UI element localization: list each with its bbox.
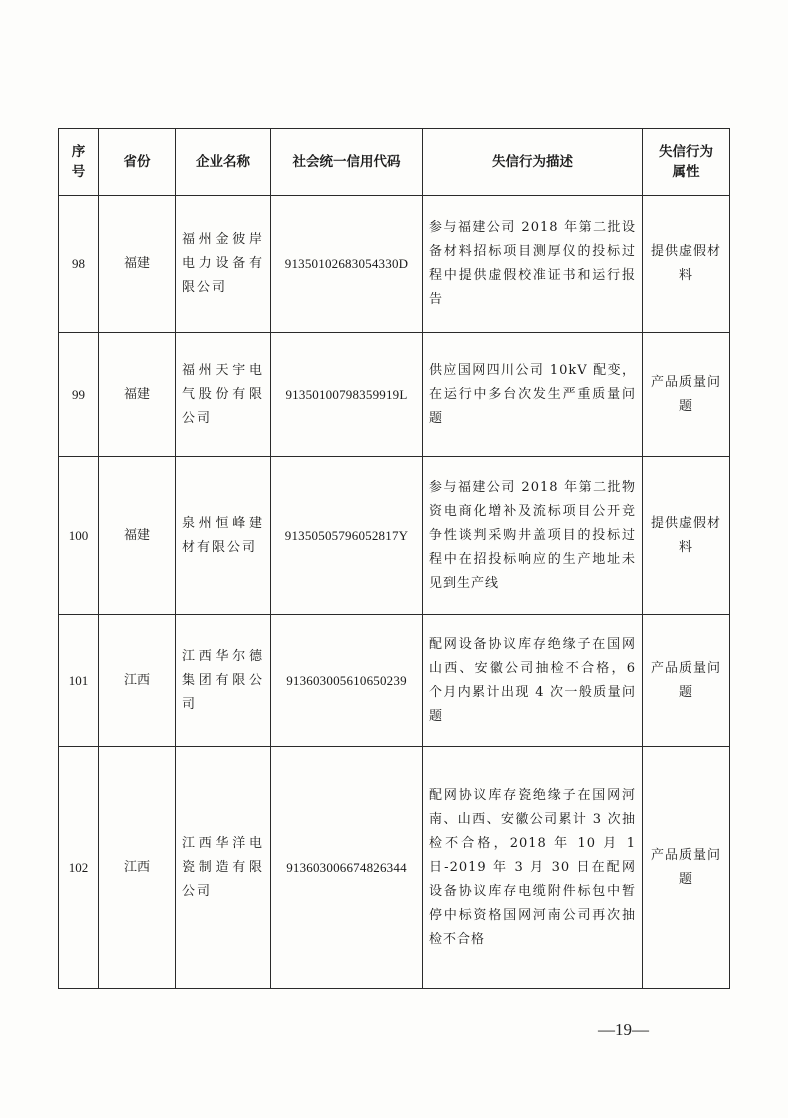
cell-no: 98 — [59, 196, 99, 333]
cell-description: 供应国网四川公司 10kV 配变，在运行中多台次发生严重质量问题 — [423, 333, 643, 457]
cell-attribute: 产品质量问题 — [643, 333, 730, 457]
cell-province: 江西 — [99, 747, 176, 989]
header-attribute: 失信行为属性 — [643, 129, 730, 196]
header-description: 失信行为描述 — [423, 129, 643, 196]
cell-attribute: 提供虚假材料 — [643, 196, 730, 333]
cell-no: 99 — [59, 333, 99, 457]
cell-province: 福建 — [99, 196, 176, 333]
table-row — [59, 747, 730, 989]
dishonest-enterprise-table — [58, 128, 730, 989]
cell-company: 福州金彼岸电力设备有限公司 — [176, 196, 271, 333]
table-header-row — [59, 129, 730, 196]
header-company: 企业名称 — [176, 129, 271, 196]
cell-company: 泉州恒峰建材有限公司 — [176, 457, 271, 615]
table-row — [59, 615, 730, 747]
cell-no: 102 — [59, 747, 99, 989]
table-row — [59, 333, 730, 457]
cell-company: 福州天宇电气股份有限公司 — [176, 333, 271, 457]
cell-province: 福建 — [99, 457, 176, 615]
cell-description: 参与福建公司 2018 年第二批物资电商化增补及流标项目公开竞争性谈判采购井盖项目的投标过程中在招投标响应的生产地址未见到生产线 — [423, 457, 643, 615]
cell-code: 91350505796052817Y — [271, 457, 423, 615]
table-row — [59, 196, 730, 333]
cell-description: 参与福建公司 2018 年第二批设备材料招标项目测厚仪的投标过程中提供虚假校准证书和运行报告 — [423, 196, 643, 333]
cell-code: 913603006674826344 — [271, 747, 423, 989]
page-number: —19— — [598, 1020, 649, 1039]
header-code: 社会统一信用代码 — [271, 129, 423, 196]
cell-attribute: 产品质量问题 — [643, 747, 730, 989]
cell-province: 福建 — [99, 333, 176, 457]
cell-code: 913603005610650239 — [271, 615, 423, 747]
cell-province: 江西 — [99, 615, 176, 747]
cell-description: 配网设备协议库存绝缘子在国网山西、安徽公司抽检不合格，6 个月内累计出现 4 次一般质量问题 — [423, 615, 643, 747]
header-no: 序号 — [59, 129, 99, 196]
cell-attribute: 产品质量问题 — [643, 615, 730, 747]
cell-company: 江西华尔德集团有限公司 — [176, 615, 271, 747]
cell-attribute: 提供虚假材料 — [643, 457, 730, 615]
cell-code: 91350102683054330D — [271, 196, 423, 333]
cell-no: 101 — [59, 615, 99, 747]
cell-no: 100 — [59, 457, 99, 615]
cell-company: 江西华洋电瓷制造有限公司 — [176, 747, 271, 989]
table-row — [59, 457, 730, 615]
cell-description: 配网协议库存瓷绝缘子在国网河南、山西、安徽公司累计 3 次抽检不合格，2018 年 10 月 1 日-2019 年 3 月 30 日在配网设备协议库存电缆附件标包中暂停中标资格国网河南公司再次抽检不合格 — [423, 747, 643, 989]
cell-code: 91350100798359919L — [271, 333, 423, 457]
header-province: 省份 — [99, 129, 176, 196]
